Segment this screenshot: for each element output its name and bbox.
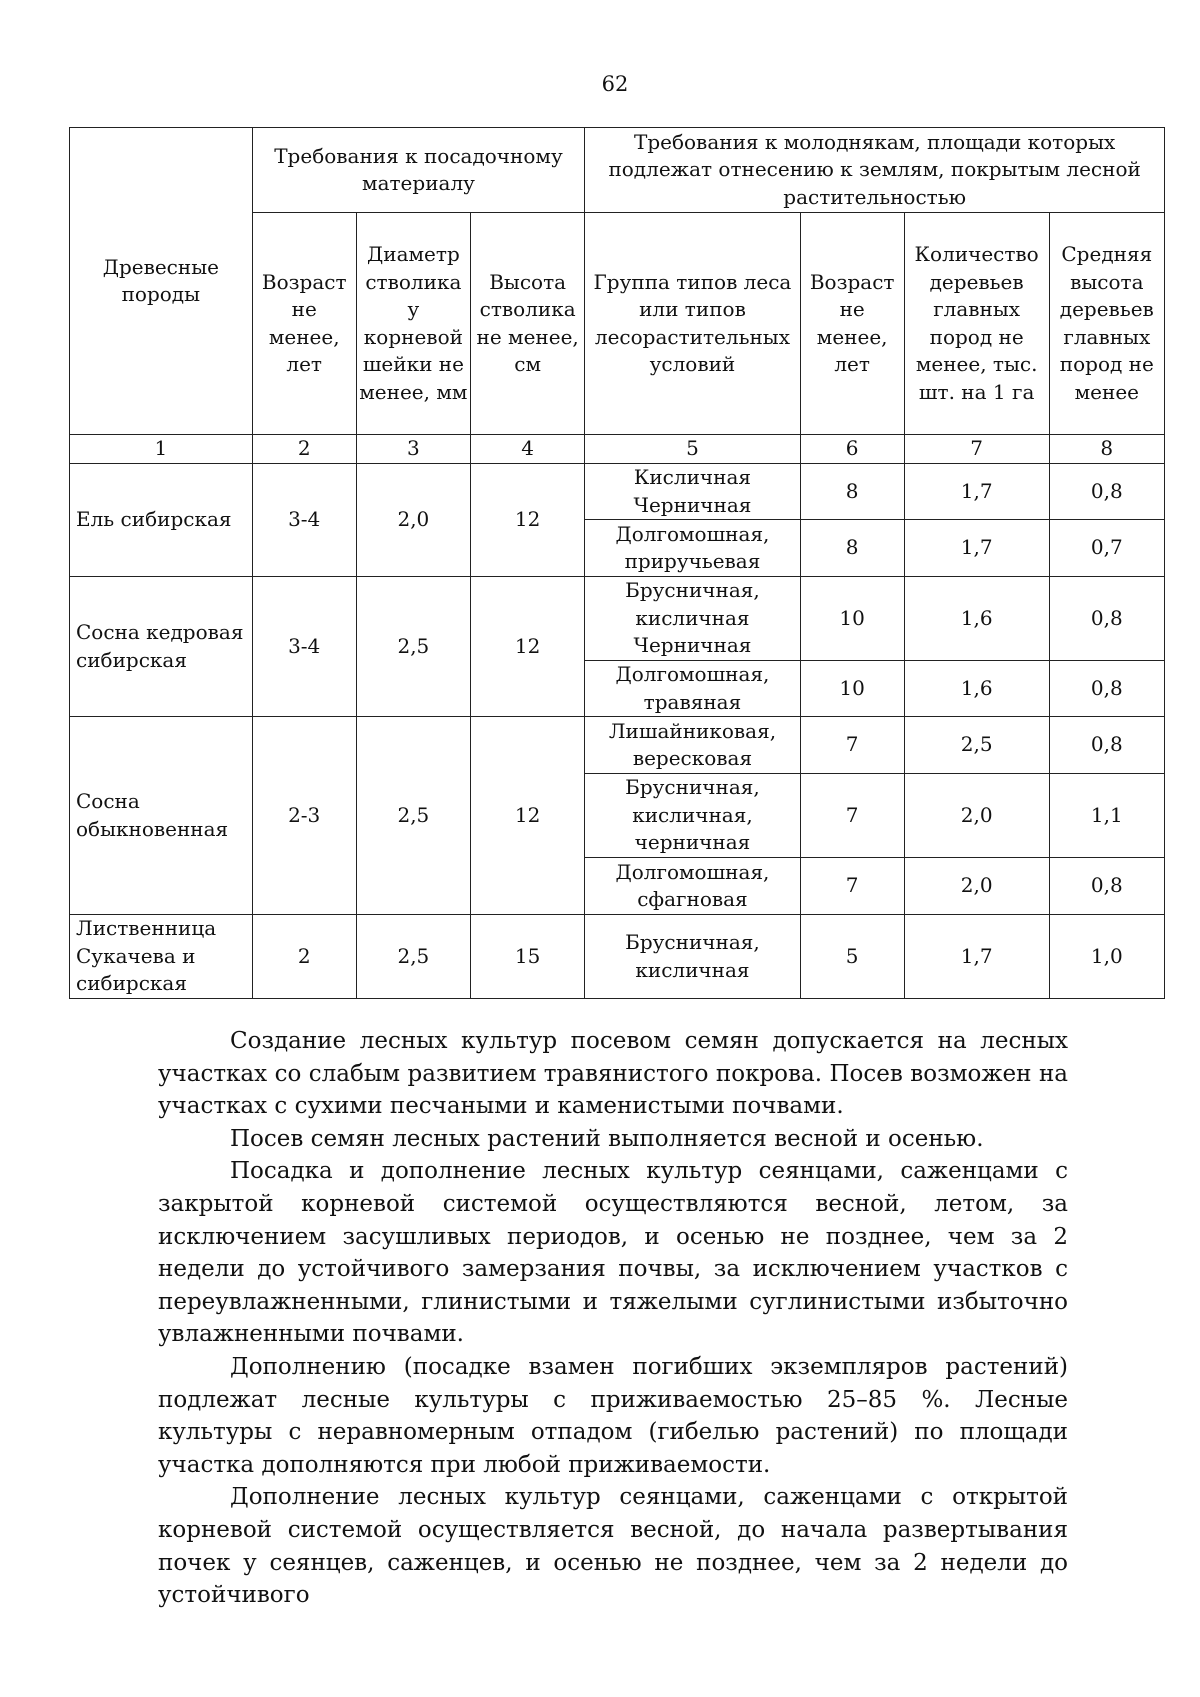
planting-height: 15 [471, 915, 585, 999]
column-number: 1 [70, 435, 253, 464]
avg-height: 1,1 [1049, 774, 1164, 858]
young-age: 10 [800, 577, 904, 661]
young-age: 10 [800, 661, 904, 717]
avg-height: 0,8 [1049, 464, 1164, 520]
header-forest-type: Группа типов леса или типов лесорастительных условий [585, 213, 800, 435]
planting-height: 12 [471, 577, 585, 717]
column-number: 6 [800, 435, 904, 464]
table-row [70, 464, 1165, 520]
column-number: 5 [585, 435, 800, 464]
forest-type: Брусничная, кисличная Черничная [585, 577, 800, 661]
forest-type: Кисличная Черничная [585, 464, 800, 520]
young-age: 7 [800, 774, 904, 858]
body-text [158, 1025, 1068, 1612]
tree-count: 1,6 [904, 661, 1049, 717]
header-young-age: Возраст не менее, лет [800, 213, 904, 435]
paragraph: Дополнению (посадке взамен погибших экземпляров растений) подлежат лесные культуры с приживаемостью 25–85 %. Лесные культуры с неравномерным отпадом (гибелью растений) по площади участка дополняются при любой приживаемости. [158, 1353, 1068, 1478]
planting-diameter: 2,0 [356, 464, 470, 577]
planting-diameter: 2,5 [356, 577, 470, 717]
table-row [70, 577, 1165, 661]
forest-type: Брусничная, кисличная, черничная [585, 774, 800, 858]
forest-type: Лишайниковая, вересковая [585, 717, 800, 774]
planting-age: 3-4 [252, 577, 356, 717]
page-number: 62 [601, 72, 629, 96]
planting-height: 12 [471, 464, 585, 577]
tree-count: 1,7 [904, 915, 1049, 999]
species-name: Лиственница Сукачева и сибирская [70, 915, 253, 999]
tree-count: 2,5 [904, 717, 1049, 774]
header-tree-count: Количество деревьев главных пород не менее, тыс. шт. на 1 га [904, 213, 1049, 435]
tree-count: 2,0 [904, 774, 1049, 858]
forest-type: Долгомошная, травяная [585, 661, 800, 717]
forest-requirements-table [69, 127, 1165, 999]
header-avg-height: Средняя высота деревьев главных пород не менее [1049, 213, 1164, 435]
forest-type: Брусничная, кисличная [585, 915, 800, 999]
column-number: 3 [356, 435, 470, 464]
table-row [70, 717, 1165, 774]
paragraph: Создание лесных культур посевом семян допускается на лесных участках со слабым развитием травянистого покрова. Посев возможен на участках с сухими песчаными и каменистыми почвами. [158, 1028, 1068, 1120]
young-age: 7 [800, 858, 904, 915]
young-age: 7 [800, 717, 904, 774]
planting-diameter: 2,5 [356, 717, 470, 915]
planting-diameter: 2,5 [356, 915, 470, 999]
header-young-group: Требования к молоднякам, площади которых подлежат отнесению к землям, покрытым лесной растительностью [585, 128, 1165, 213]
column-numbers-row [70, 435, 1165, 464]
header-species: Древесные породы [70, 128, 253, 435]
paragraph: Посев семян лесных растений выполняется весной и осенью. [230, 1125, 984, 1152]
planting-age: 3-4 [252, 464, 356, 577]
paragraph: Посадка и дополнение лесных культур сеянцами, саженцами с закрытой корневой системой осуществляются весной, летом, за исключением засушливых периодов, и осенью не позднее, чем за 2 недели до устойчивого замерзания почвы, за исключением участков с переувлажненными, глинистыми и тяжелыми суглинистыми избыточно увлажненными почвами. [158, 1158, 1068, 1348]
young-age: 8 [800, 464, 904, 520]
avg-height: 0,8 [1049, 661, 1164, 717]
young-age: 5 [800, 915, 904, 999]
paragraph: Дополнение лесных культур сеянцами, саженцами с открытой корневой системой осуществляется весной, до начала развертывания почек у сеянцев, саженцев, и осенью не позднее, чем за 2 недели до устойчивого [158, 1484, 1068, 1609]
forest-type: Долгомошная, сфагновая [585, 858, 800, 915]
planting-age: 2-3 [252, 717, 356, 915]
tree-count: 1,7 [904, 520, 1049, 577]
avg-height: 0,8 [1049, 858, 1164, 915]
avg-height: 0,8 [1049, 577, 1164, 661]
forest-type: Долгомошная, приручьевая [585, 520, 800, 577]
tree-count: 1,7 [904, 464, 1049, 520]
tree-count: 1,6 [904, 577, 1049, 661]
young-age: 8 [800, 520, 904, 577]
header-age: Возраст не менее, лет [252, 213, 356, 435]
planting-height: 12 [471, 717, 585, 915]
column-number: 4 [471, 435, 585, 464]
species-name: Ель сибирская [70, 464, 253, 577]
header-height: Высота стволика не менее, см [471, 213, 585, 435]
species-name: Сосна кедровая сибирская [70, 577, 253, 717]
table-row [70, 915, 1165, 999]
species-name: Сосна обыкновенная [70, 717, 253, 915]
header-diameter: Диаметр стволика у корневой шейки не менее, мм [356, 213, 470, 435]
avg-height: 0,7 [1049, 520, 1164, 577]
column-number: 7 [904, 435, 1049, 464]
avg-height: 1,0 [1049, 915, 1164, 999]
tree-count: 2,0 [904, 858, 1049, 915]
header-planting-group: Требования к посадочному материалу [252, 128, 585, 213]
column-number: 2 [252, 435, 356, 464]
avg-height: 0,8 [1049, 717, 1164, 774]
column-number: 8 [1049, 435, 1164, 464]
planting-age: 2 [252, 915, 356, 999]
